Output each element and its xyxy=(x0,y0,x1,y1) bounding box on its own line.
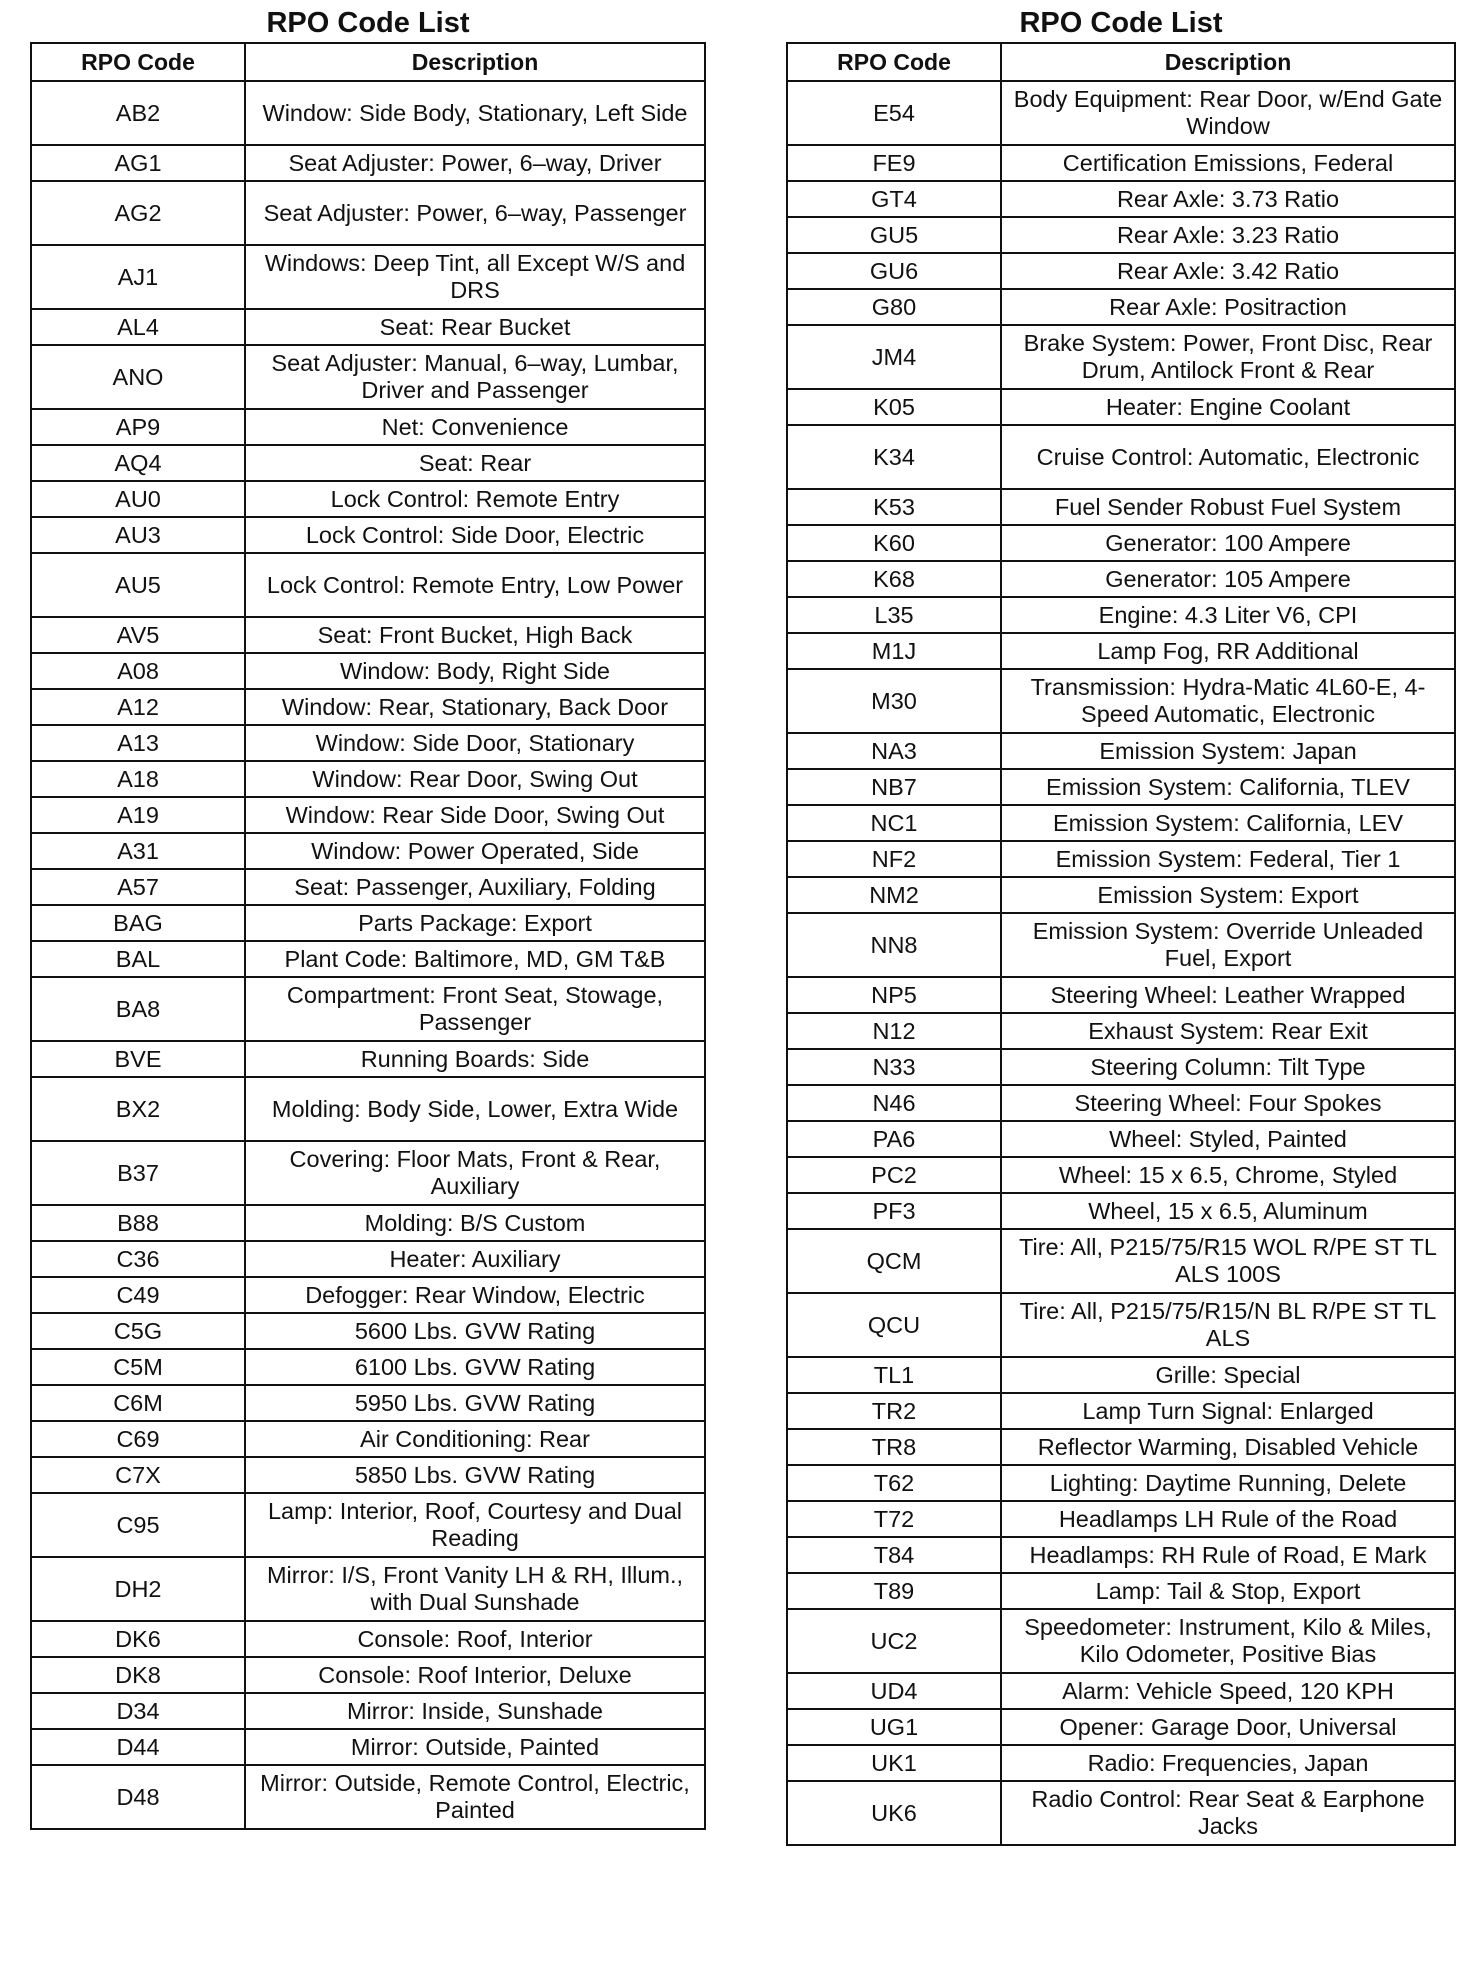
description-cell: Seat: Front Bucket, High Back xyxy=(245,617,705,653)
description-cell: Window: Side Body, Stationary, Left Side xyxy=(245,81,705,145)
table-row xyxy=(787,1393,1455,1429)
description-cell: Seat: Rear xyxy=(245,445,705,481)
rpo-code-cell: BA8 xyxy=(31,977,245,1041)
rpo-code-cell: N12 xyxy=(787,1013,1001,1049)
table-row xyxy=(31,761,705,797)
rpo-code-cell: TL1 xyxy=(787,1357,1001,1393)
rpo-code-cell: A08 xyxy=(31,653,245,689)
rpo-code-cell: T72 xyxy=(787,1501,1001,1537)
rpo-code-cell: C5M xyxy=(31,1349,245,1385)
table-row xyxy=(787,1501,1455,1537)
description-cell: Window: Rear Side Door, Swing Out xyxy=(245,797,705,833)
description-cell: Windows: Deep Tint, all Except W/S and DRS xyxy=(245,245,705,309)
table-row xyxy=(787,1013,1455,1049)
table-row xyxy=(31,653,705,689)
column-header-rpo-code: RPO Code xyxy=(787,43,1001,81)
table-row xyxy=(31,1241,705,1277)
table-row xyxy=(787,913,1455,977)
table-row xyxy=(787,805,1455,841)
table-row xyxy=(31,445,705,481)
description-cell: 5850 Lbs. GVW Rating xyxy=(245,1457,705,1493)
description-cell: Wheel: Styled, Painted xyxy=(1001,1121,1455,1157)
table-row xyxy=(787,769,1455,805)
rpo-code-cell: A31 xyxy=(31,833,245,869)
rpo-code-cell: K05 xyxy=(787,389,1001,425)
description-cell: Lamp Turn Signal: Enlarged xyxy=(1001,1393,1455,1429)
right-rpo-table xyxy=(786,42,1456,1846)
table-row xyxy=(31,1421,705,1457)
description-cell: Console: Roof, Interior xyxy=(245,1621,705,1657)
table-row xyxy=(31,725,705,761)
table-row xyxy=(31,941,705,977)
rpo-code-cell: NM2 xyxy=(787,877,1001,913)
table-row xyxy=(787,217,1455,253)
rpo-code-cell: AB2 xyxy=(31,81,245,145)
table-row xyxy=(787,1049,1455,1085)
description-cell: Generator: 100 Ampere xyxy=(1001,525,1455,561)
table-row xyxy=(787,561,1455,597)
description-cell: Emission System: Override Unleaded Fuel, Export xyxy=(1001,913,1455,977)
table-row xyxy=(31,481,705,517)
description-cell: Steering Wheel: Four Spokes xyxy=(1001,1085,1455,1121)
table-row xyxy=(31,797,705,833)
table-row xyxy=(31,1729,705,1765)
rpo-code-cell: AU3 xyxy=(31,517,245,553)
description-cell: Molding: B/S Custom xyxy=(245,1205,705,1241)
rpo-code-cell: K68 xyxy=(787,561,1001,597)
description-cell: Headlamps: RH Rule of Road, E Mark xyxy=(1001,1537,1455,1573)
table-row xyxy=(787,389,1455,425)
description-cell: Steering Wheel: Leather Wrapped xyxy=(1001,977,1455,1013)
table-row xyxy=(787,1781,1455,1845)
description-cell: Emission System: Export xyxy=(1001,877,1455,913)
table-row xyxy=(787,1673,1455,1709)
rpo-code-cell: T89 xyxy=(787,1573,1001,1609)
rpo-code-cell: DH2 xyxy=(31,1557,245,1621)
description-cell: Lamp: Interior, Roof, Courtesy and Dual Reading xyxy=(245,1493,705,1557)
table-row xyxy=(787,289,1455,325)
rpo-code-cell: GT4 xyxy=(787,181,1001,217)
table-row xyxy=(787,977,1455,1013)
description-cell: Window: Side Door, Stationary xyxy=(245,725,705,761)
description-cell: Steering Column: Tilt Type xyxy=(1001,1049,1455,1085)
column-header-description: Description xyxy=(1001,43,1455,81)
description-cell: Fuel Sender Robust Fuel System xyxy=(1001,489,1455,525)
rpo-code-cell: K60 xyxy=(787,525,1001,561)
table-row xyxy=(31,345,705,409)
rpo-code-cell: T62 xyxy=(787,1465,1001,1501)
rpo-code-cell: BX2 xyxy=(31,1077,245,1141)
rpo-code-cell: UC2 xyxy=(787,1609,1001,1673)
description-cell: Mirror: I/S, Front Vanity LH & RH, Illum., with Dual Sunshade xyxy=(245,1557,705,1621)
rpo-code-cell: K34 xyxy=(787,425,1001,489)
table-row xyxy=(787,145,1455,181)
description-cell: Speedometer: Instrument, Kilo & Miles, Kilo Odometer, Positive Bias xyxy=(1001,1609,1455,1673)
rpo-code-cell: BVE xyxy=(31,1041,245,1077)
rpo-code-cell: BAL xyxy=(31,941,245,977)
rpo-code-cell: G80 xyxy=(787,289,1001,325)
rpo-code-cell: NC1 xyxy=(787,805,1001,841)
description-cell: Lock Control: Remote Entry, Low Power xyxy=(245,553,705,617)
rpo-code-cell: NB7 xyxy=(787,769,1001,805)
rpo-code-cell: A12 xyxy=(31,689,245,725)
rpo-code-cell: NF2 xyxy=(787,841,1001,877)
table-row xyxy=(787,1357,1455,1393)
description-cell: Tire: All, P215/75/R15 WOL R/PE ST TL ALS 100S xyxy=(1001,1229,1455,1293)
description-cell: Seat: Rear Bucket xyxy=(245,309,705,345)
table-row xyxy=(787,597,1455,633)
table-row xyxy=(31,1313,705,1349)
rpo-code-cell: FE9 xyxy=(787,145,1001,181)
description-cell: Transmission: Hydra-Matic 4L60-E, 4-Speed Automatic, Electronic xyxy=(1001,669,1455,733)
table-row xyxy=(31,869,705,905)
table-row xyxy=(787,1465,1455,1501)
table-row xyxy=(31,833,705,869)
description-cell: Exhaust System: Rear Exit xyxy=(1001,1013,1455,1049)
rpo-code-cell: N33 xyxy=(787,1049,1001,1085)
description-cell: Rear Axle: 3.42 Ratio xyxy=(1001,253,1455,289)
rpo-code-cell: DK8 xyxy=(31,1657,245,1693)
description-cell: Lock Control: Remote Entry xyxy=(245,481,705,517)
rpo-code-cell: B37 xyxy=(31,1141,245,1205)
rpo-code-cell: C95 xyxy=(31,1493,245,1557)
rpo-code-cell: C49 xyxy=(31,1277,245,1313)
rpo-code-cell: C69 xyxy=(31,1421,245,1457)
right-panel-title: RPO Code List xyxy=(1019,7,1223,39)
rpo-code-cell: M30 xyxy=(787,669,1001,733)
table-row xyxy=(787,877,1455,913)
description-cell: Window: Rear Door, Swing Out xyxy=(245,761,705,797)
right-rpo-panel xyxy=(786,4,1456,1846)
rpo-code-cell: B88 xyxy=(31,1205,245,1241)
description-cell: 5950 Lbs. GVW Rating xyxy=(245,1385,705,1421)
rpo-code-cell: DK6 xyxy=(31,1621,245,1657)
rpo-code-cell: AL4 xyxy=(31,309,245,345)
description-cell: Molding: Body Side, Lower, Extra Wide xyxy=(245,1077,705,1141)
table-row xyxy=(787,1709,1455,1745)
description-cell: Rear Axle: 3.73 Ratio xyxy=(1001,181,1455,217)
description-cell: Rear Axle: Positraction xyxy=(1001,289,1455,325)
table-row xyxy=(31,1457,705,1493)
column-header-description: Description xyxy=(245,43,705,81)
table-row xyxy=(787,733,1455,769)
description-cell: Window: Body, Right Side xyxy=(245,653,705,689)
description-cell: Console: Roof Interior, Deluxe xyxy=(245,1657,705,1693)
description-cell: Net: Convenience xyxy=(245,409,705,445)
rpo-code-cell: AQ4 xyxy=(31,445,245,481)
rpo-code-cell: NA3 xyxy=(787,733,1001,769)
rpo-code-cell: D34 xyxy=(31,1693,245,1729)
table-row xyxy=(787,633,1455,669)
description-cell: Lamp Fog, RR Additional xyxy=(1001,633,1455,669)
description-cell: Emission System: California, LEV xyxy=(1001,805,1455,841)
description-cell: Covering: Floor Mats, Front & Rear, Auxiliary xyxy=(245,1141,705,1205)
table-row xyxy=(31,81,705,145)
rpo-code-cell: C6M xyxy=(31,1385,245,1421)
table-row xyxy=(787,1157,1455,1193)
table-row xyxy=(787,81,1455,145)
rpo-code-cell: AP9 xyxy=(31,409,245,445)
left-rpo-table xyxy=(30,42,706,1830)
description-cell: Mirror: Outside, Remote Control, Electric, Painted xyxy=(245,1765,705,1829)
description-cell: Plant Code: Baltimore, MD, GM T&B xyxy=(245,941,705,977)
rpo-code-cell: GU6 xyxy=(787,253,1001,289)
description-cell: Generator: 105 Ampere xyxy=(1001,561,1455,597)
rpo-code-cell: UK6 xyxy=(787,1781,1001,1845)
rpo-code-cell: NN8 xyxy=(787,913,1001,977)
rpo-code-cell: K53 xyxy=(787,489,1001,525)
rpo-code-cell: UK1 xyxy=(787,1745,1001,1781)
description-cell: Parts Package: Export xyxy=(245,905,705,941)
rpo-code-cell: NP5 xyxy=(787,977,1001,1013)
description-cell: Radio: Frequencies, Japan xyxy=(1001,1745,1455,1781)
rpo-code-cell: D44 xyxy=(31,1729,245,1765)
rpo-code-cell: JM4 xyxy=(787,325,1001,389)
description-cell: Heater: Auxiliary xyxy=(245,1241,705,1277)
rpo-code-cell: AG2 xyxy=(31,181,245,245)
table-row xyxy=(787,489,1455,525)
table-row xyxy=(787,525,1455,561)
table-row xyxy=(787,1745,1455,1781)
description-cell: Seat Adjuster: Manual, 6–way, Lumbar, Driver and Passenger xyxy=(245,345,705,409)
table-row xyxy=(31,1205,705,1241)
description-cell: Emission System: California, TLEV xyxy=(1001,769,1455,805)
table-row xyxy=(787,1609,1455,1673)
table-row xyxy=(787,325,1455,389)
table-row xyxy=(31,689,705,725)
description-cell: Wheel, 15 x 6.5, Aluminum xyxy=(1001,1193,1455,1229)
rpo-code-cell: A18 xyxy=(31,761,245,797)
table-row xyxy=(31,1657,705,1693)
rpo-code-cell: AV5 xyxy=(31,617,245,653)
description-cell: Cruise Control: Automatic, Electronic xyxy=(1001,425,1455,489)
rpo-code-cell: C36 xyxy=(31,1241,245,1277)
table-row xyxy=(31,1277,705,1313)
description-cell: Defogger: Rear Window, Electric xyxy=(245,1277,705,1313)
table-row xyxy=(787,425,1455,489)
table-row xyxy=(31,1765,705,1829)
rpo-code-cell: A57 xyxy=(31,869,245,905)
rpo-code-cell: AJ1 xyxy=(31,245,245,309)
table-row xyxy=(31,1141,705,1205)
rpo-code-cell: UD4 xyxy=(787,1673,1001,1709)
table-row xyxy=(787,841,1455,877)
description-cell: Tire: All, P215/75/R15/N BL R/PE ST TL ALS xyxy=(1001,1293,1455,1357)
table-row xyxy=(787,253,1455,289)
description-cell: Body Equipment: Rear Door, w/End Gate Window xyxy=(1001,81,1455,145)
rpo-code-cell: QCM xyxy=(787,1229,1001,1293)
table-row xyxy=(31,245,705,309)
rpo-code-cell: AG1 xyxy=(31,145,245,181)
table-row xyxy=(31,905,705,941)
description-cell: Brake System: Power, Front Disc, Rear Drum, Antilock Front & Rear xyxy=(1001,325,1455,389)
rpo-code-cell: C5G xyxy=(31,1313,245,1349)
description-cell: Window: Power Operated, Side xyxy=(245,833,705,869)
table-row xyxy=(31,309,705,345)
table-row xyxy=(787,1293,1455,1357)
rpo-code-cell: A19 xyxy=(31,797,245,833)
description-cell: Engine: 4.3 Liter V6, CPI xyxy=(1001,597,1455,633)
description-cell: Air Conditioning: Rear xyxy=(245,1421,705,1457)
table-row xyxy=(31,517,705,553)
rpo-code-cell: N46 xyxy=(787,1085,1001,1121)
column-header-rpo-code: RPO Code xyxy=(31,43,245,81)
rpo-code-cell: C7X xyxy=(31,1457,245,1493)
table-row xyxy=(31,1493,705,1557)
table-row xyxy=(31,1041,705,1077)
rpo-code-cell: TR2 xyxy=(787,1393,1001,1429)
rpo-code-cell: ANO xyxy=(31,345,245,409)
description-cell: Seat: Passenger, Auxiliary, Folding xyxy=(245,869,705,905)
description-cell: Emission System: Japan xyxy=(1001,733,1455,769)
table-row xyxy=(31,1621,705,1657)
description-cell: Grille: Special xyxy=(1001,1357,1455,1393)
rpo-code-cell: BAG xyxy=(31,905,245,941)
table-row xyxy=(31,409,705,445)
description-cell: Mirror: Inside, Sunshade xyxy=(245,1693,705,1729)
table-row xyxy=(31,1693,705,1729)
rpo-code-cell: QCU xyxy=(787,1293,1001,1357)
rpo-code-cell: PC2 xyxy=(787,1157,1001,1193)
description-cell: Radio Control: Rear Seat & Earphone Jacks xyxy=(1001,1781,1455,1845)
rpo-code-cell: L35 xyxy=(787,597,1001,633)
table-row xyxy=(31,553,705,617)
rpo-code-cell: UG1 xyxy=(787,1709,1001,1745)
description-cell: Seat Adjuster: Power, 6–way, Passenger xyxy=(245,181,705,245)
description-cell: Heater: Engine Coolant xyxy=(1001,389,1455,425)
rpo-code-cell: AU0 xyxy=(31,481,245,517)
table-row xyxy=(787,1573,1455,1609)
table-row xyxy=(787,669,1455,733)
table-row xyxy=(787,181,1455,217)
description-cell: Compartment: Front Seat, Stowage, Passenger xyxy=(245,977,705,1041)
table-row xyxy=(31,145,705,181)
description-cell: 6100 Lbs. GVW Rating xyxy=(245,1349,705,1385)
rpo-code-cell: A13 xyxy=(31,725,245,761)
table-row xyxy=(787,1229,1455,1293)
description-cell: 5600 Lbs. GVW Rating xyxy=(245,1313,705,1349)
description-cell: Alarm: Vehicle Speed, 120 KPH xyxy=(1001,1673,1455,1709)
description-cell: Running Boards: Side xyxy=(245,1041,705,1077)
table-row xyxy=(31,1557,705,1621)
rpo-code-cell: PA6 xyxy=(787,1121,1001,1157)
description-cell: Emission System: Federal, Tier 1 xyxy=(1001,841,1455,877)
table-row xyxy=(787,1193,1455,1229)
left-rpo-panel xyxy=(30,4,706,1830)
table-row xyxy=(787,1429,1455,1465)
rpo-code-cell: GU5 xyxy=(787,217,1001,253)
table-row xyxy=(31,977,705,1041)
table-row xyxy=(787,1085,1455,1121)
rpo-code-cell: PF3 xyxy=(787,1193,1001,1229)
description-cell: Headlamps LH Rule of the Road xyxy=(1001,1501,1455,1537)
rpo-code-cell: E54 xyxy=(787,81,1001,145)
rpo-code-cell: D48 xyxy=(31,1765,245,1829)
left-panel-title: RPO Code List xyxy=(266,7,470,39)
description-cell: Lighting: Daytime Running, Delete xyxy=(1001,1465,1455,1501)
description-cell: Rear Axle: 3.23 Ratio xyxy=(1001,217,1455,253)
description-cell: Reflector Warming, Disabled Vehicle xyxy=(1001,1429,1455,1465)
table-row xyxy=(31,617,705,653)
table-row xyxy=(31,1349,705,1385)
table-row xyxy=(31,1385,705,1421)
description-cell: Wheel: 15 x 6.5, Chrome, Styled xyxy=(1001,1157,1455,1193)
description-cell: Certification Emissions, Federal xyxy=(1001,145,1455,181)
table-row xyxy=(31,181,705,245)
rpo-code-cell: TR8 xyxy=(787,1429,1001,1465)
description-cell: Lock Control: Side Door, Electric xyxy=(245,517,705,553)
description-cell: Mirror: Outside, Painted xyxy=(245,1729,705,1765)
table-row xyxy=(787,1537,1455,1573)
table-row xyxy=(31,1077,705,1141)
description-cell: Opener: Garage Door, Universal xyxy=(1001,1709,1455,1745)
description-cell: Window: Rear, Stationary, Back Door xyxy=(245,689,705,725)
rpo-code-cell: T84 xyxy=(787,1537,1001,1573)
description-cell: Seat Adjuster: Power, 6–way, Driver xyxy=(245,145,705,181)
description-cell: Lamp: Tail & Stop, Export xyxy=(1001,1573,1455,1609)
rpo-code-cell: M1J xyxy=(787,633,1001,669)
rpo-code-cell: AU5 xyxy=(31,553,245,617)
table-row xyxy=(787,1121,1455,1157)
